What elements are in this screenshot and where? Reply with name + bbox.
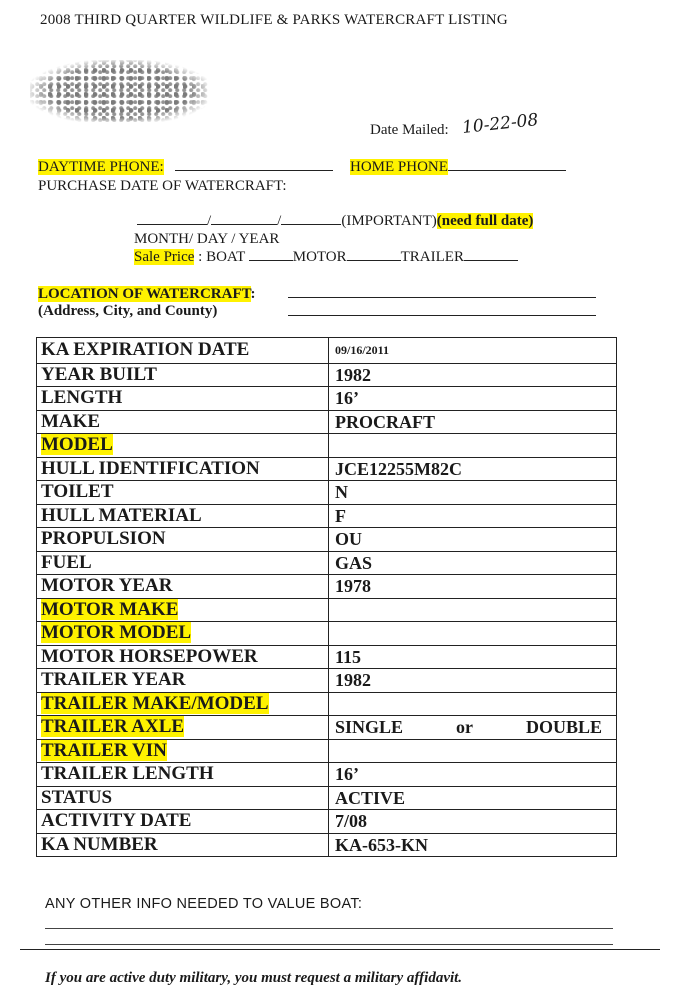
date-mailed-handwritten: 10-22-08 — [461, 110, 540, 138]
boat-price-field[interactable] — [249, 259, 293, 261]
location-row — [38, 286, 256, 303]
row-label-cell — [37, 810, 329, 834]
axle-options — [335, 717, 612, 737]
table-row — [37, 575, 617, 599]
table-row — [37, 833, 617, 857]
daytime-phone-colon: : — [159, 159, 164, 175]
table-row — [37, 434, 617, 458]
home-phone-row — [350, 159, 566, 176]
row-value — [329, 434, 617, 458]
purchase-year-field[interactable] — [281, 223, 341, 225]
row-label: MOTOR HORSEPOWER — [41, 645, 258, 667]
row-value: JCE12255M82C — [329, 457, 617, 481]
need-full-date-note: (need full date) — [436, 213, 534, 229]
table-row — [37, 338, 617, 364]
other-info-line-2[interactable] — [45, 944, 613, 945]
daytime-phone-row — [38, 159, 333, 176]
purchase-date-row — [137, 213, 533, 230]
motor-price-label: MOTOR — [292, 249, 347, 265]
row-label-cell — [37, 763, 329, 787]
row-label: TRAILER AXLE — [41, 716, 185, 738]
table-row — [37, 551, 617, 575]
row-label-cell — [37, 622, 329, 646]
row-value — [329, 716, 617, 740]
row-label-cell — [37, 645, 329, 669]
row-label: YEAR BUILT — [41, 363, 157, 385]
date-format-hint: MONTH/ DAY / YEAR — [134, 231, 280, 247]
sale-price-label: Sale Price — [134, 249, 195, 265]
table-row — [37, 763, 617, 787]
axle-option-double: DOUBLE — [525, 717, 602, 738]
axle-option-single: SINGLE — [335, 717, 404, 738]
row-label-cell — [37, 457, 329, 481]
row-value: PROCRAFT — [329, 410, 617, 434]
row-label-cell — [37, 786, 329, 810]
row-label-cell — [37, 363, 329, 387]
row-label-cell — [37, 551, 329, 575]
row-label: MOTOR MODEL — [41, 622, 192, 644]
row-label-cell — [37, 387, 329, 411]
row-label-cell — [37, 528, 329, 552]
trailer-price-field[interactable] — [464, 259, 518, 261]
row-value: GAS — [329, 551, 617, 575]
trailer-price-label: TRAILER — [400, 249, 464, 265]
row-label: TRAILER MAKE/MODEL — [41, 692, 269, 714]
row-label-cell — [37, 692, 329, 716]
row-value — [329, 692, 617, 716]
row-label-cell — [37, 833, 329, 857]
other-info-label: ANY OTHER INFO NEEDED TO VALUE BOAT: — [45, 896, 363, 912]
row-label: FUEL — [41, 551, 92, 573]
row-value: 16’ — [329, 763, 617, 787]
daytime-phone-label: DAYTIME PHONE — [38, 159, 160, 175]
table-row — [37, 410, 617, 434]
address-hint: (Address, City, and County) — [38, 303, 218, 319]
row-label: MOTOR MAKE — [41, 598, 179, 620]
table-row — [37, 387, 617, 411]
table-row — [37, 481, 617, 505]
table-row — [37, 810, 617, 834]
row-value: 1982 — [329, 363, 617, 387]
table-row — [37, 786, 617, 810]
table-row — [37, 598, 617, 622]
axle-option-or: or — [456, 717, 473, 738]
row-label: MAKE — [41, 410, 101, 432]
row-value: F — [329, 504, 617, 528]
boat-price-label: BOAT — [206, 249, 245, 265]
date-mailed-label: Date Mailed: — [370, 122, 449, 138]
table-row — [37, 622, 617, 646]
row-value: KA-653-KN — [329, 833, 617, 857]
row-value — [329, 622, 617, 646]
row-label-cell — [37, 504, 329, 528]
sale-price-row — [134, 249, 518, 266]
table-row — [37, 504, 617, 528]
row-label-cell — [37, 338, 329, 364]
row-label: HULL MATERIAL — [41, 504, 202, 526]
row-value: 16’ — [329, 387, 617, 411]
home-phone-field[interactable] — [448, 169, 566, 171]
row-label: TRAILER YEAR — [41, 669, 186, 691]
row-label: PROPULSION — [41, 528, 166, 550]
purchase-date-label: PURCHASE DATE OF WATERCRAFT: — [38, 178, 287, 194]
row-label-cell — [37, 739, 329, 763]
location-field-line-2[interactable] — [288, 315, 596, 316]
table-row — [37, 363, 617, 387]
table-row — [37, 739, 617, 763]
row-value: 1982 — [329, 669, 617, 693]
row-value: 09/16/2011 — [329, 338, 617, 364]
table-row — [37, 645, 617, 669]
row-label-cell — [37, 434, 329, 458]
motor-price-field[interactable] — [347, 259, 401, 261]
row-value — [329, 739, 617, 763]
home-phone-label: HOME PHONE — [350, 159, 448, 175]
redacted-address-block — [30, 60, 210, 124]
row-value: 1978 — [329, 575, 617, 599]
row-label: HULL IDENTIFICATION — [41, 457, 260, 479]
row-label: ACTIVITY DATE — [41, 810, 192, 832]
row-label: KA EXPIRATION DATE — [41, 339, 250, 361]
location-label: LOCATION OF WATERCRAFT — [38, 286, 251, 302]
table-row — [37, 716, 617, 740]
daytime-phone-field[interactable] — [175, 169, 333, 171]
footer-divider — [20, 949, 660, 950]
row-label: KA NUMBER — [41, 833, 158, 855]
important-note: (IMPORTANT) — [341, 213, 437, 229]
row-label-cell — [37, 598, 329, 622]
row-label: LENGTH — [41, 387, 123, 409]
row-label-cell — [37, 575, 329, 599]
row-label-cell — [37, 669, 329, 693]
row-value: 7/08 — [329, 810, 617, 834]
row-label-cell — [37, 481, 329, 505]
row-value — [329, 598, 617, 622]
date-slash: / — [207, 213, 212, 229]
row-label-cell — [37, 410, 329, 434]
row-label: STATUS — [41, 786, 113, 808]
sale-price-colon: : — [198, 249, 203, 265]
purchase-day-field[interactable] — [211, 223, 277, 225]
row-label: TRAILER LENGTH — [41, 763, 214, 785]
watercraft-data-table — [36, 337, 617, 857]
row-value: ACTIVE — [329, 786, 617, 810]
military-affidavit-note: If you are active duty military, you must request a military affidavit. — [45, 970, 463, 986]
location-field-line-1[interactable] — [288, 297, 596, 298]
table-row — [37, 528, 617, 552]
row-value: 115 — [329, 645, 617, 669]
location-colon: : — [250, 286, 256, 302]
table-row — [37, 692, 617, 716]
row-label: MOTOR YEAR — [41, 575, 173, 597]
row-value: N — [329, 481, 617, 505]
table-row — [37, 457, 617, 481]
row-label: TOILET — [41, 481, 114, 503]
other-info-line-1[interactable] — [45, 928, 613, 929]
row-label: MODEL — [41, 434, 113, 456]
row-value: OU — [329, 528, 617, 552]
row-label: TRAILER VIN — [41, 739, 167, 761]
document-title: 2008 THIRD QUARTER WILDLIFE & PARKS WATERCRAFT LISTING — [40, 12, 508, 28]
date-slash: / — [277, 213, 282, 229]
table-row — [37, 669, 617, 693]
purchase-month-field[interactable] — [137, 223, 207, 225]
row-label-cell — [37, 716, 329, 740]
